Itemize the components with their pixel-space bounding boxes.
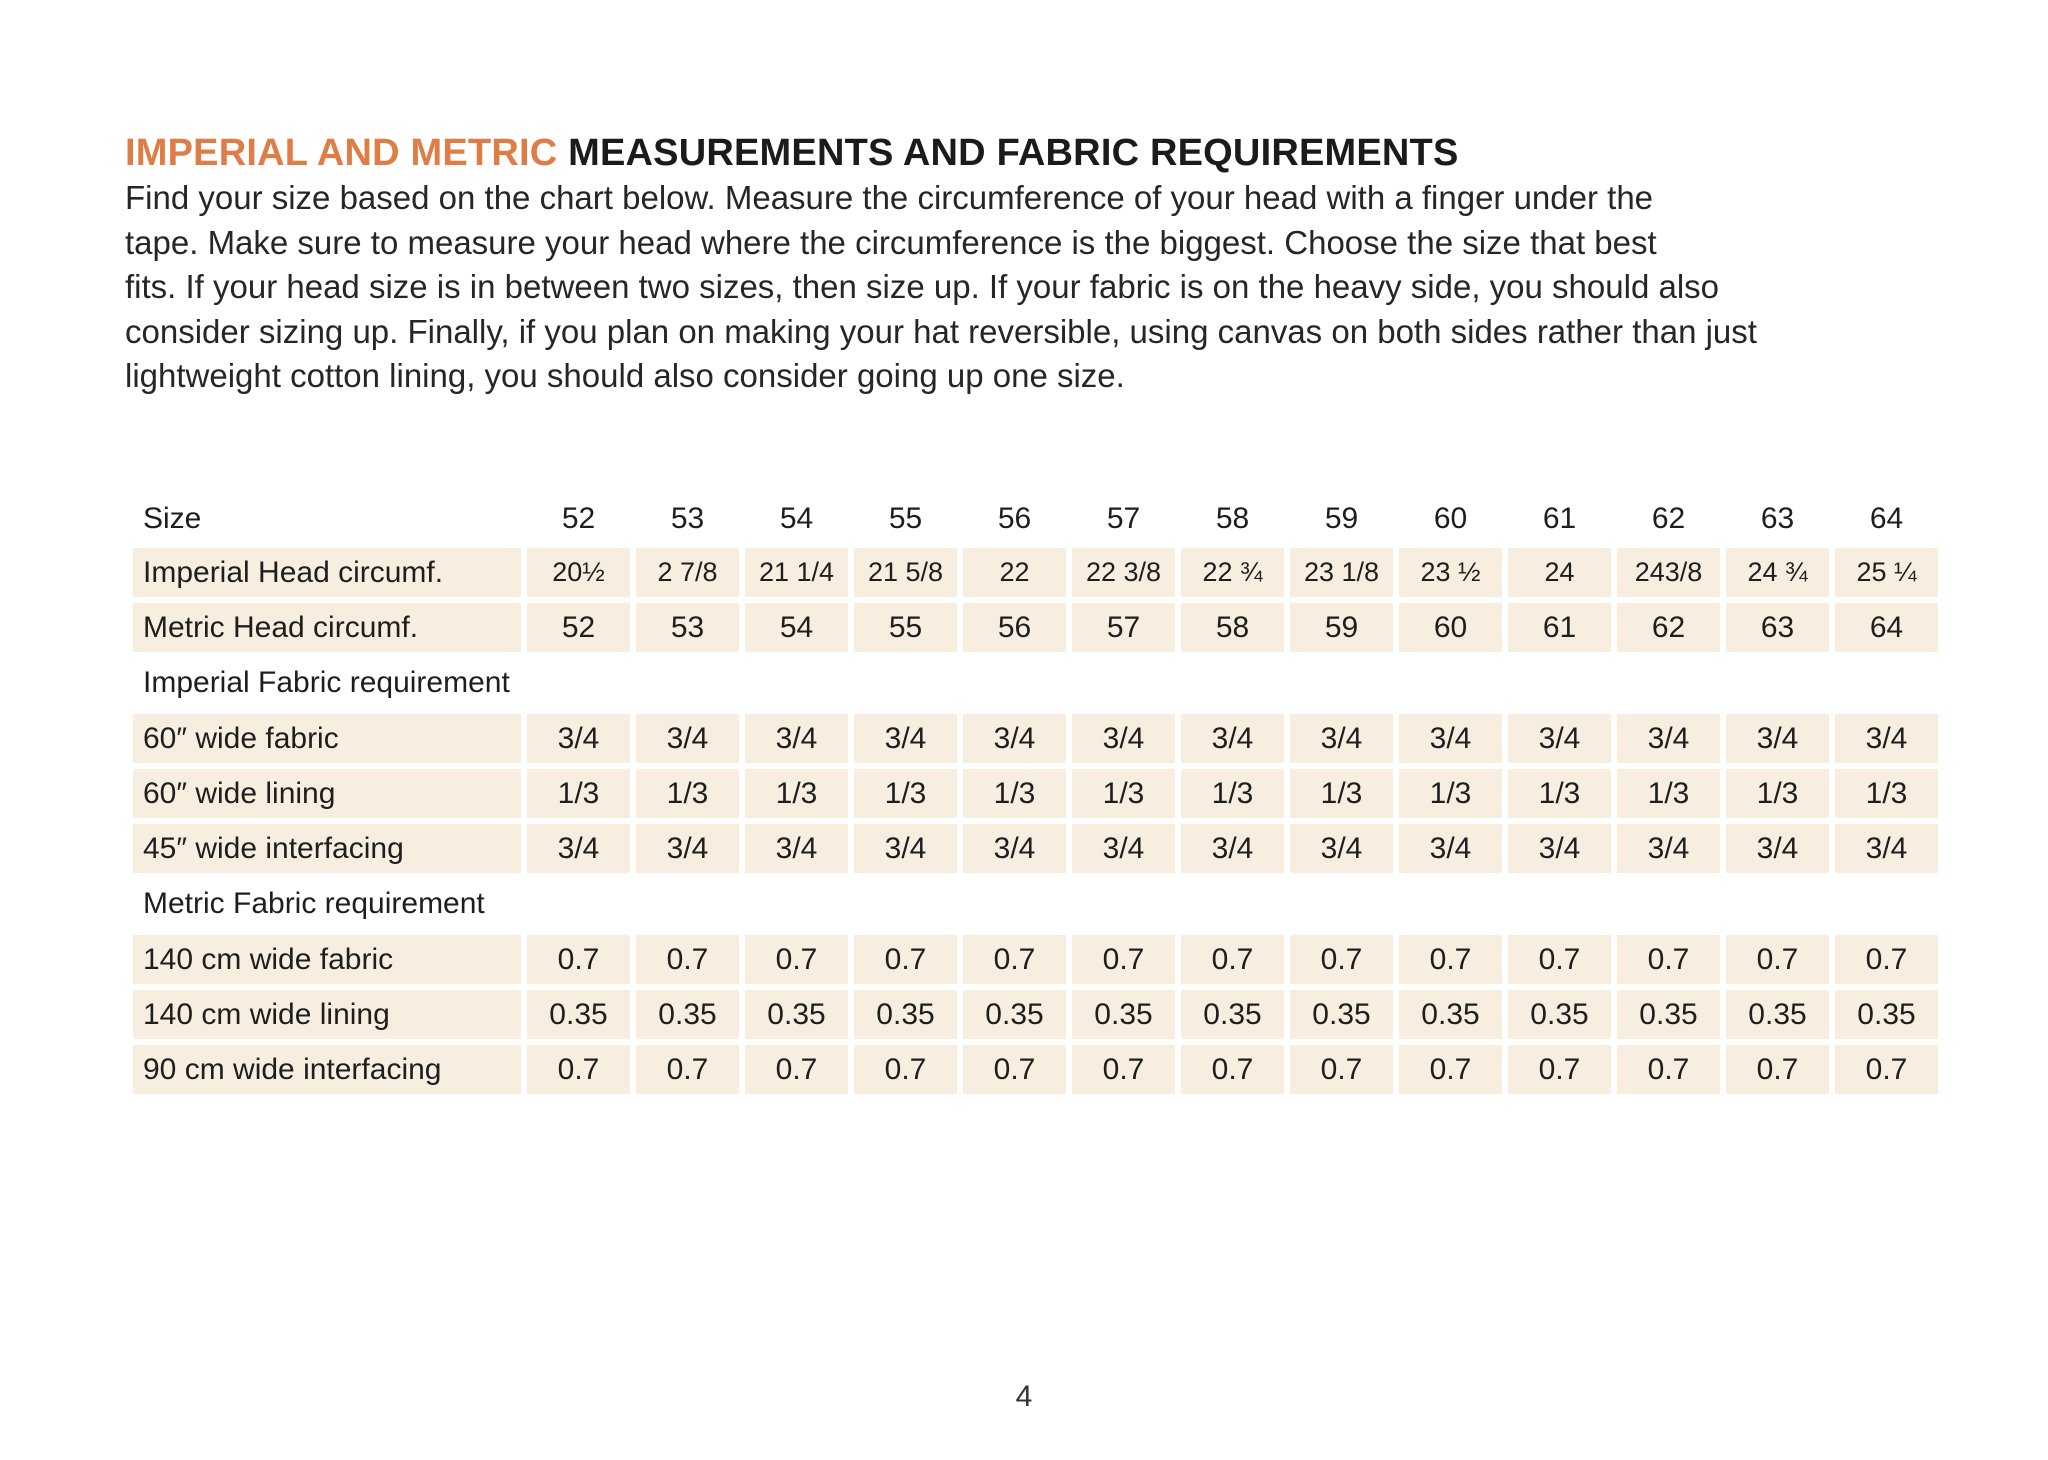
- heading-accent: IMPERIAL AND METRIC: [125, 132, 558, 174]
- row-label: Imperial Head circumf.: [133, 548, 521, 597]
- table-cell: 3/4: [854, 824, 957, 873]
- table-cell: 3/4: [527, 824, 630, 873]
- table-cell: 62: [1617, 603, 1720, 652]
- table-cell: 1/3: [1290, 769, 1393, 818]
- table-cell: 3/4: [963, 714, 1066, 763]
- table-cell: 0.35: [1726, 990, 1829, 1039]
- table-cell: 1/3: [636, 769, 739, 818]
- table-cell: 64: [1869, 502, 1904, 535]
- table-cell: 1/3: [1508, 769, 1611, 818]
- table-cell: 0.7: [1399, 935, 1502, 984]
- table-cell: 0.7: [1617, 935, 1720, 984]
- table-cell: 24: [1508, 548, 1611, 597]
- table-cell: 3/4: [1835, 714, 1938, 763]
- table-cell: 0.35: [1290, 990, 1393, 1039]
- table-cell: 53: [636, 603, 739, 652]
- table-row: [133, 496, 1938, 542]
- table-cell: 24 ¾: [1726, 548, 1829, 597]
- table-cell: 1/3: [1181, 769, 1284, 818]
- table-cell: 22 ¾: [1181, 548, 1284, 597]
- table-cell: 53: [670, 502, 705, 535]
- table-cell: 243/8: [1617, 548, 1720, 597]
- table-cell: 3/4: [1399, 714, 1502, 763]
- table-cell: 1/3: [1617, 769, 1720, 818]
- table-cell: 57: [1072, 603, 1175, 652]
- table-cell: 60: [1399, 603, 1502, 652]
- table-cell: 0.35: [854, 990, 957, 1039]
- table-row: [133, 990, 1938, 1039]
- table-cell: 1/3: [527, 769, 630, 818]
- table-cell: 3/4: [1399, 824, 1502, 873]
- intro-paragraph: [125, 176, 1955, 399]
- table-cell: 52: [527, 603, 630, 652]
- table-cell: 0.7: [745, 1045, 848, 1094]
- row-label: Metric Head circumf.: [133, 603, 521, 652]
- table-cell: 23 ½: [1399, 548, 1502, 597]
- table-cell: 3/4: [1726, 714, 1829, 763]
- table-cell: 63: [1760, 502, 1795, 535]
- section-label-metric-fabric: Metric Fabric requirement: [143, 887, 485, 920]
- table-cell: 0.7: [963, 935, 1066, 984]
- table-cell: 61: [1508, 603, 1611, 652]
- table-cell: 3/4: [745, 714, 848, 763]
- section-row: [133, 879, 1938, 929]
- table-cell: 0.7: [1726, 935, 1829, 984]
- table-row: [133, 935, 1938, 984]
- heading-rest: MEASUREMENTS AND FABRIC REQUIREMENTS: [568, 132, 1459, 174]
- table-cell: 3/4: [1617, 824, 1720, 873]
- table-cell: 3/4: [745, 824, 848, 873]
- table-cell: 0.7: [1617, 1045, 1720, 1094]
- table-cell: 3/4: [1072, 714, 1175, 763]
- table-cell: 0.35: [1072, 990, 1175, 1039]
- section-label-imperial-fabric: Imperial Fabric requirement: [143, 666, 510, 699]
- row-label: 45″ wide interfacing: [133, 824, 521, 873]
- table-cell: 3/4: [1508, 824, 1611, 873]
- page-heading: [125, 128, 1459, 178]
- table-cell: 22 3/8: [1072, 548, 1175, 597]
- intro-line: lightweight cotton lining, you should also consider going up one size.: [125, 357, 1125, 394]
- table-cell: 3/4: [1508, 714, 1611, 763]
- table-cell: 0.7: [636, 1045, 739, 1094]
- table-cell: 1/3: [1835, 769, 1938, 818]
- intro-line: tape. Make sure to measure your head where the circumference is the biggest. Choose the size that best: [125, 223, 1657, 261]
- table-cell: 59: [1290, 603, 1393, 652]
- table-cell: 52: [561, 502, 596, 535]
- page-number: 4: [1015, 1380, 1033, 1413]
- table-cell: 3/4: [1181, 824, 1284, 873]
- table-cell: 23 1/8: [1290, 548, 1393, 597]
- table-cell: 0.35: [1617, 990, 1720, 1039]
- table-cell: 21 1/4: [745, 548, 848, 597]
- row-label: 60″ wide lining: [133, 769, 521, 818]
- table-cell: 3/4: [1290, 824, 1393, 873]
- intro-line: Find your size based on the chart below. Measure the circumference of your head with a finger under the: [125, 179, 1654, 216]
- table-cell: 56: [963, 603, 1066, 652]
- table-cell: 1/3: [1072, 769, 1175, 818]
- table-row: [133, 714, 1938, 763]
- table-cell: 0.7: [527, 935, 630, 984]
- table-cell: 0.7: [636, 935, 739, 984]
- table-cell: 25 ¼: [1835, 548, 1938, 597]
- table-cell: 0.7: [1181, 935, 1284, 984]
- table-cell: 0.7: [854, 935, 957, 984]
- table-cell: 0.7: [1508, 1045, 1611, 1094]
- table-cell: 3/4: [963, 824, 1066, 873]
- table-cell: 57: [1106, 502, 1141, 535]
- table-cell: 59: [1324, 502, 1359, 535]
- table-cell: 0.35: [1399, 990, 1502, 1039]
- table-cell: 0.7: [1835, 1045, 1938, 1094]
- table-cell: 55: [888, 502, 923, 535]
- size-chart-table: [127, 490, 1944, 1100]
- table-cell: 3/4: [854, 714, 957, 763]
- table-cell: 1/3: [1726, 769, 1829, 818]
- table-cell: 3/4: [1290, 714, 1393, 763]
- table-cell: 3/4: [1072, 824, 1175, 873]
- table-cell: 0.7: [1290, 935, 1393, 984]
- table-cell: 64: [1835, 603, 1938, 652]
- table-cell: 2 7/8: [636, 548, 739, 597]
- table-cell: 0.35: [1181, 990, 1284, 1039]
- table-cell: 1/3: [854, 769, 957, 818]
- table-cell: 3/4: [636, 714, 739, 763]
- table-cell: 1/3: [963, 769, 1066, 818]
- table-cell: 0.35: [1508, 990, 1611, 1039]
- table-cell: 0.7: [1726, 1045, 1829, 1094]
- table-row: [133, 769, 1938, 818]
- table-cell: 3/4: [1726, 824, 1829, 873]
- table-cell: 3/4: [527, 714, 630, 763]
- table-cell: 56: [997, 502, 1032, 535]
- table-cell: 0.7: [963, 1045, 1066, 1094]
- table-row: [133, 1045, 1938, 1094]
- table-cell: 20½: [527, 548, 630, 597]
- table-cell: 0.35: [1835, 990, 1938, 1039]
- table-row: [133, 824, 1938, 873]
- table-cell: 61: [1542, 502, 1577, 535]
- table-cell: 0.7: [1290, 1045, 1393, 1094]
- table-cell: 0.35: [963, 990, 1066, 1039]
- table-cell: 3/4: [1617, 714, 1720, 763]
- table-cell: 1/3: [1399, 769, 1502, 818]
- table-cell: 62: [1651, 502, 1686, 535]
- table-cell: 0.7: [1508, 935, 1611, 984]
- table-cell: 3/4: [1835, 824, 1938, 873]
- table-cell: 58: [1181, 603, 1284, 652]
- intro-line: consider sizing up. Finally, if you plan on making your hat reversible, using canvas on both sides rather than just: [125, 312, 1757, 350]
- table-cell: 0.7: [745, 935, 848, 984]
- row-label: Size: [143, 502, 202, 535]
- table-cell: 0.7: [527, 1045, 630, 1094]
- table-cell: 54: [745, 603, 848, 652]
- section-row: [133, 658, 1938, 708]
- row-label: 90 cm wide interfacing: [133, 1045, 521, 1094]
- table-cell: 0.7: [854, 1045, 957, 1094]
- table-row: [133, 548, 1938, 597]
- table-cell: 21 5/8: [854, 548, 957, 597]
- table-cell: 0.7: [1181, 1045, 1284, 1094]
- table-cell: 3/4: [1181, 714, 1284, 763]
- table-cell: 63: [1726, 603, 1829, 652]
- row-label: 140 cm wide lining: [133, 990, 521, 1039]
- table-cell: 0.7: [1072, 935, 1175, 984]
- table-cell: 55: [854, 603, 957, 652]
- table-cell: 1/3: [745, 769, 848, 818]
- row-label: 60″ wide fabric: [133, 714, 521, 763]
- row-label: 140 cm wide fabric: [133, 935, 521, 984]
- table-cell: 3/4: [636, 824, 739, 873]
- table-cell: 0.7: [1835, 935, 1938, 984]
- table-cell: 0.7: [1072, 1045, 1175, 1094]
- table-row: [133, 603, 1938, 652]
- intro-line: fits. If your head size is in between two sizes, then size up. If your fabric is on the heavy side, you should also: [125, 268, 1720, 305]
- table-cell: 0.35: [527, 990, 630, 1039]
- table-cell: 0.35: [745, 990, 848, 1039]
- table-cell: 22: [963, 548, 1066, 597]
- table-cell: 0.35: [636, 990, 739, 1039]
- table-cell: 0.7: [1399, 1045, 1502, 1094]
- table-cell: 54: [779, 502, 814, 535]
- table-cell: 60: [1433, 502, 1468, 535]
- table-cell: 58: [1215, 502, 1250, 535]
